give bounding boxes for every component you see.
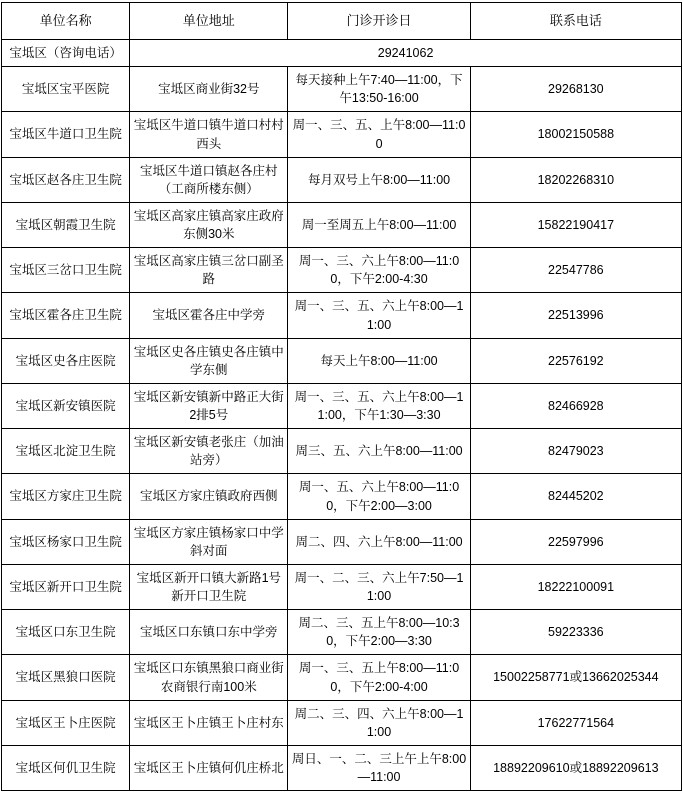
table-row [2, 293, 682, 338]
table-row [2, 338, 682, 383]
cell-unit-name: 宝坻区史各庄医院 [2, 338, 130, 383]
cell-unit-name: 宝坻区王卜庄医院 [2, 700, 130, 745]
cell-unit-name: 宝坻区方家庄卫生院 [2, 474, 130, 519]
cell-unit-name: 宝坻区牛道口卫生院 [2, 112, 130, 157]
table-row [2, 67, 682, 112]
cell-clinic-days: 每月双号上午8:00—11:00 [288, 157, 470, 202]
table-row [2, 248, 682, 293]
table-row [2, 112, 682, 157]
cell-contact-phone: 18202268310 [470, 157, 681, 202]
cell-unit-address: 宝坻区王卜庄镇何仉庄桥北 [130, 745, 288, 790]
cell-unit-name: 宝坻区黑狼口医院 [2, 655, 130, 700]
cell-unit-name: 宝坻区三岔口卫生院 [2, 248, 130, 293]
table-body [2, 40, 682, 791]
table-row [2, 700, 682, 745]
cell-unit-address: 宝坻区新安镇新中路正大街2排5号 [130, 383, 288, 428]
cell-contact-phone: 22513996 [470, 293, 681, 338]
cell-unit-name: 宝坻区北淀卫生院 [2, 429, 130, 474]
cell-contact-phone: 82479023 [470, 429, 681, 474]
cell-unit-address: 宝坻区口东镇口东中学旁 [130, 610, 288, 655]
table-row [2, 383, 682, 428]
notice-row [2, 40, 682, 67]
cell-clinic-days: 周二、四、六上午8:00—11:00 [288, 519, 470, 564]
cell-clinic-days: 周一、二、三、六上午7:50—11:00 [288, 564, 470, 609]
cell-unit-address: 宝坻区商业街32号 [130, 67, 288, 112]
cell-unit-name: 宝坻区何仉卫生院 [2, 745, 130, 790]
cell-contact-phone: 18222100091 [470, 564, 681, 609]
cell-unit-address: 宝坻区高家庄镇三岔口副圣路 [130, 248, 288, 293]
cell-unit-address: 宝坻区新开口镇大新路1号新开口卫生院 [130, 564, 288, 609]
cell-clinic-days: 周一、三、五上午8:00—11:00，下午2:00-4:00 [288, 655, 470, 700]
cell-unit-name: 宝坻区新开口卫生院 [2, 564, 130, 609]
cell-unit-name: 宝坻区新安镇医院 [2, 383, 130, 428]
cell-contact-phone: 82445202 [470, 474, 681, 519]
cell-unit-address: 宝坻区高家庄镇高家庄政府东侧30米 [130, 202, 288, 247]
cell-clinic-days: 周一、五、六上午8:00—11:00，下午2:00—3:00 [288, 474, 470, 519]
table-row [2, 429, 682, 474]
cell-unit-address: 宝坻区方家庄镇政府西侧 [130, 474, 288, 519]
table-header [2, 3, 682, 40]
cell-contact-phone: 59223336 [470, 610, 681, 655]
cell-clinic-days: 每天接种上午7:40—11:00，下午13:50-16:00 [288, 67, 470, 112]
cell-unit-address: 宝坻区史各庄镇史各庄镇中学东侧 [130, 338, 288, 383]
column-header-unit-name: 单位名称 [2, 3, 130, 40]
cell-contact-phone: 15002258771或13662025344 [470, 655, 681, 700]
cell-unit-address: 宝坻区新安镇老张庄（加油站旁） [130, 429, 288, 474]
cell-clinic-days: 周三、五、六上午8:00—11:00 [288, 429, 470, 474]
cell-contact-phone: 22547786 [470, 248, 681, 293]
cell-clinic-days: 周一、三、六上午8:00—11:00，下午2:00-4:30 [288, 248, 470, 293]
cell-contact-phone: 29268130 [470, 67, 681, 112]
notice-row-name: 宝坻区（咨询电话） [2, 40, 130, 67]
cell-unit-address: 宝坻区霍各庄中学旁 [130, 293, 288, 338]
table-row [2, 202, 682, 247]
cell-contact-phone: 82466928 [470, 383, 681, 428]
column-header-clinic-days: 门诊开诊日 [288, 3, 470, 40]
cell-unit-address: 宝坻区牛道口镇牛道口村村西头 [130, 112, 288, 157]
table-row [2, 519, 682, 564]
cell-clinic-days: 周一、三、五、上午8:00—11:00 [288, 112, 470, 157]
cell-unit-name: 宝坻区口东卫生院 [2, 610, 130, 655]
clinic-schedule-table [1, 2, 682, 791]
cell-unit-address: 宝坻区牛道口镇赵各庄村（工商所楼东侧） [130, 157, 288, 202]
cell-clinic-days: 每天上午8:00—11:00 [288, 338, 470, 383]
table-row [2, 610, 682, 655]
notice-row-phone: 29241062 [130, 40, 682, 67]
table-row [2, 564, 682, 609]
table-row [2, 157, 682, 202]
cell-clinic-days: 周一、三、五、六上午8:00—11:00，下午1:30—3:30 [288, 383, 470, 428]
cell-contact-phone: 18892209610或18892209613 [470, 745, 681, 790]
cell-contact-phone: 22597996 [470, 519, 681, 564]
cell-unit-name: 宝坻区杨家口卫生院 [2, 519, 130, 564]
table-header-row [2, 3, 682, 40]
table-row [2, 655, 682, 700]
table-row [2, 474, 682, 519]
cell-unit-address: 宝坻区方家庄镇杨家口中学斜对面 [130, 519, 288, 564]
cell-unit-name: 宝坻区赵各庄卫生院 [2, 157, 130, 202]
cell-clinic-days: 周一、三、五、六上午8:00—11:00 [288, 293, 470, 338]
cell-unit-address: 宝坻区口东镇黑狼口商业街农商银行南100米 [130, 655, 288, 700]
cell-contact-phone: 15822190417 [470, 202, 681, 247]
table-row [2, 745, 682, 790]
cell-clinic-days: 周日、一、二、三上午上午8:00—11:00 [288, 745, 470, 790]
cell-unit-name: 宝坻区朝霞卫生院 [2, 202, 130, 247]
cell-unit-name: 宝坻区宝平医院 [2, 67, 130, 112]
cell-clinic-days: 周一至周五上午8:00—11:00 [288, 202, 470, 247]
column-header-contact-phone: 联系电话 [470, 3, 681, 40]
cell-clinic-days: 周二、三、四、六上午8:00—11:00 [288, 700, 470, 745]
cell-clinic-days: 周二、三、五上午8:00—10:30，下午2:00—3:30 [288, 610, 470, 655]
cell-contact-phone: 18002150588 [470, 112, 681, 157]
cell-contact-phone: 22576192 [470, 338, 681, 383]
cell-unit-address: 宝坻区王卜庄镇王卜庄村东 [130, 700, 288, 745]
cell-contact-phone: 17622771564 [470, 700, 681, 745]
cell-unit-name: 宝坻区霍各庄卫生院 [2, 293, 130, 338]
column-header-unit-address: 单位地址 [130, 3, 288, 40]
